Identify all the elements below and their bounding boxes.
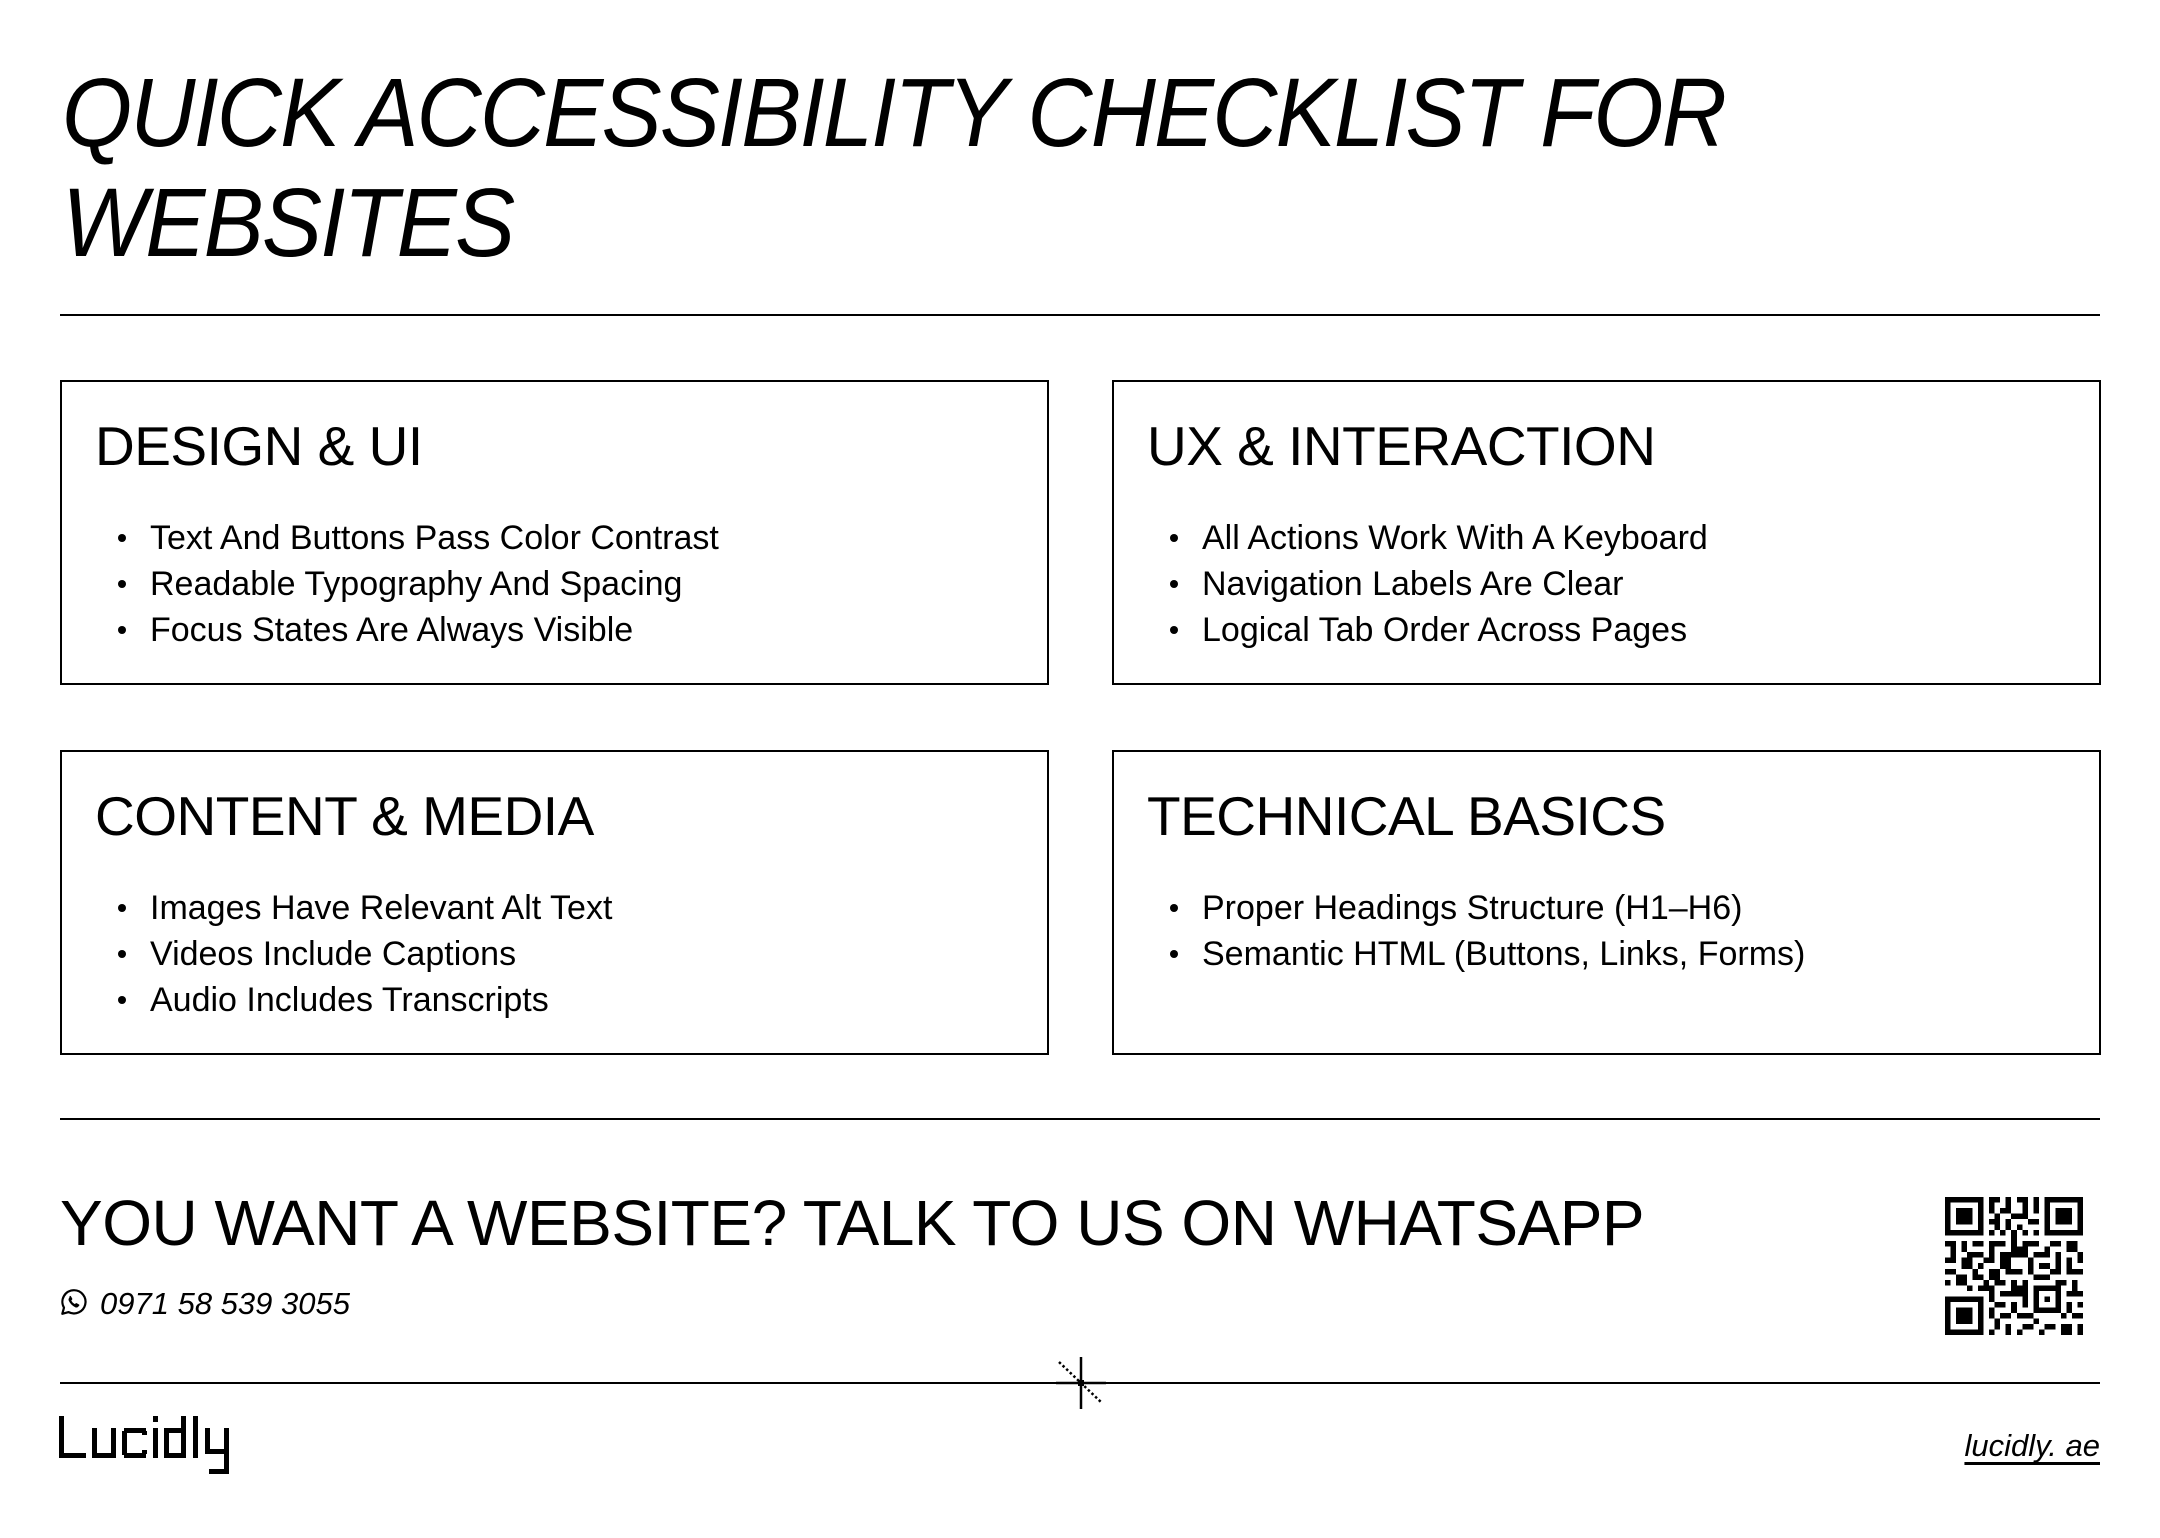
website-link[interactable]: lucidly. ae bbox=[1964, 1428, 2100, 1463]
list-item-text: Navigation Labels Are Clear bbox=[1202, 565, 1624, 603]
list-item-text: Images Have Relevant Alt Text bbox=[150, 889, 613, 927]
list-item bbox=[1164, 885, 1805, 931]
bullet-icon bbox=[118, 996, 126, 1004]
bullet-icon bbox=[1170, 580, 1178, 588]
checklist bbox=[112, 885, 612, 1023]
card-technical-basics bbox=[1112, 750, 2101, 1055]
list-item-text: Focus States Are Always Visible bbox=[150, 611, 634, 649]
list-item bbox=[112, 561, 719, 607]
list-item bbox=[112, 885, 612, 931]
bullet-icon bbox=[118, 534, 126, 542]
list-item bbox=[112, 977, 612, 1023]
bullet-icon bbox=[118, 950, 126, 958]
card-ux-interaction bbox=[1112, 380, 2101, 685]
qr-code bbox=[1945, 1197, 2083, 1335]
card-heading: DESIGN & UI bbox=[95, 415, 423, 477]
bullet-icon bbox=[118, 580, 126, 588]
bullet-icon bbox=[1170, 904, 1178, 912]
card-heading: TECHNICAL BASICS bbox=[1147, 785, 1666, 847]
whatsapp-icon bbox=[60, 1288, 88, 1321]
bullet-icon bbox=[1170, 950, 1178, 958]
bullet-icon bbox=[118, 626, 126, 634]
checklist bbox=[112, 515, 719, 653]
list-item bbox=[1164, 515, 1708, 561]
list-item-text: Proper Headings Structure (H1–H6) bbox=[1202, 889, 1743, 927]
list-item bbox=[1164, 607, 1708, 653]
title-line-1: QUICK ACCESSIBILITY CHECKLIST FOR bbox=[62, 58, 1726, 167]
list-item bbox=[112, 515, 719, 561]
checklist bbox=[1164, 515, 1708, 653]
list-item bbox=[1164, 561, 1708, 607]
section-divider bbox=[60, 1118, 2100, 1120]
card-design-ui bbox=[60, 380, 1049, 685]
phone-number: 0971 58 539 3055 bbox=[100, 1286, 350, 1321]
header-divider bbox=[60, 314, 2100, 316]
list-item-text: All Actions Work With A Keyboard bbox=[1202, 519, 1708, 557]
list-item-text: Audio Includes Transcripts bbox=[150, 981, 549, 1019]
list-item-text: Readable Typography And Spacing bbox=[150, 565, 683, 603]
crosshair-star-icon bbox=[1054, 1355, 1110, 1411]
list-item bbox=[112, 607, 719, 653]
checklist bbox=[1164, 885, 1805, 977]
brand-logo[interactable] bbox=[59, 1414, 235, 1481]
list-item bbox=[112, 931, 612, 977]
list-item-text: Logical Tab Order Across Pages bbox=[1202, 611, 1688, 649]
page-title bbox=[62, 58, 1959, 278]
bullet-icon bbox=[1170, 626, 1178, 634]
title-line-2: WEBSITES bbox=[62, 168, 514, 277]
cta-headline: YOU WANT A WEBSITE? TALK TO US ON WHATSAPP bbox=[60, 1187, 1645, 1259]
card-content-media bbox=[60, 750, 1049, 1055]
list-item bbox=[1164, 931, 1805, 977]
list-item-text: Text And Buttons Pass Color Contrast bbox=[150, 519, 719, 557]
card-heading: CONTENT & MEDIA bbox=[95, 785, 594, 847]
card-heading: UX & INTERACTION bbox=[1147, 415, 1656, 477]
list-item-text: Videos Include Captions bbox=[150, 935, 517, 973]
bullet-icon bbox=[1170, 534, 1178, 542]
list-item-text: Semantic HTML (Buttons, Links, Forms) bbox=[1202, 935, 1806, 973]
bullet-icon bbox=[118, 904, 126, 912]
whatsapp-contact[interactable] bbox=[60, 1286, 350, 1322]
